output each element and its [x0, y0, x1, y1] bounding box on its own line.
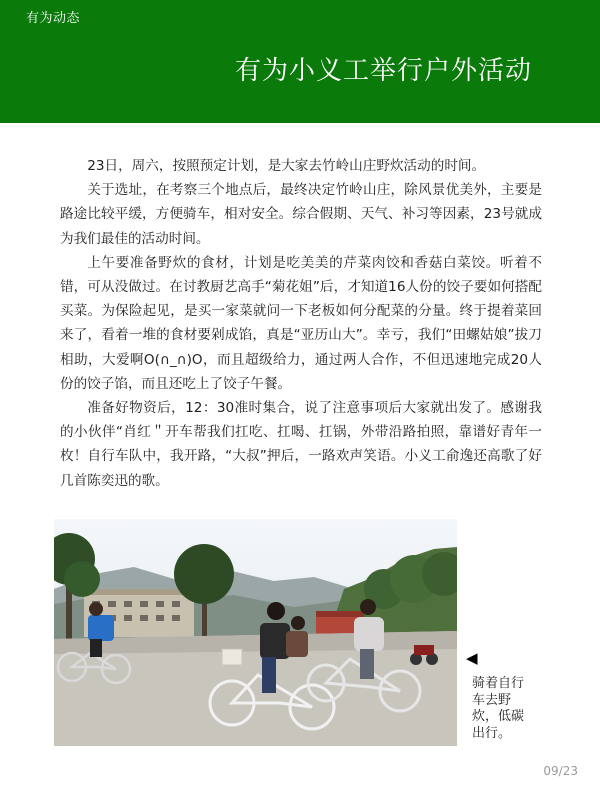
- article-paragraph: 23日，周六，按照预定计划，是大家去竹岭山庄野炊活动的时间。: [87, 158, 486, 174]
- article-paragraph: 上午要准备野炊的食材，计划是吃美美的芹菜肉饺和香菇白菜饺。听着不错，可从没做过。在讨教厨艺高手“菊花姐”后，才知道16人份的饺子要如何搭配买菜。为保险起见，是买一家菜就问一下老板如何分配菜的分量。终于提着菜回来了，看着一堆的食材要剁成馅，真是“亚历山大”。幸亏，我们“田螺姑娘”拔刀相助，大爱啊O(∩_∩)O，而且超级给力，通过两人合作，不但迅速地完成20人份的饺子馅，而且还吃上了饺子午餐。: [60, 254, 542, 392]
- page-number: 09/23: [543, 764, 578, 778]
- header-banner: [0, 0, 600, 123]
- article-paragraph: 关于选址，在考察三个地点后，最终决定竹岭山庄，除风景优美外，主要是路途比较平缓，方便骑车，相对安全。综合假期、天气、补习等因素，23号就成为我们最佳的活动时间。: [60, 182, 542, 247]
- page-title: 有为小义工举行户外活动: [234, 56, 532, 86]
- article-body: [60, 154, 542, 493]
- photo-caption: 骑着自行车去野炊，低碳出行。: [472, 676, 525, 741]
- article-paragraph: 准备好物资后，12：30准时集合，说了注意事项后大家就出发了。感谢我的小伙伴“肖红＂开车帮我们扛吃、扛喝、扛锅，外带沿路拍照，靠谱好青年一枚！自行车队中，我开路，“大叔”押后，一路欢声笑语。小义工俞逸还高歌了好几首陈奕迅的歌。: [60, 400, 542, 489]
- caption-arrow-icon: ◀: [466, 649, 478, 667]
- cycling-photo: [54, 519, 457, 746]
- section-label: 有为动态: [26, 11, 81, 26]
- cycling-photo-illustration: [54, 519, 457, 746]
